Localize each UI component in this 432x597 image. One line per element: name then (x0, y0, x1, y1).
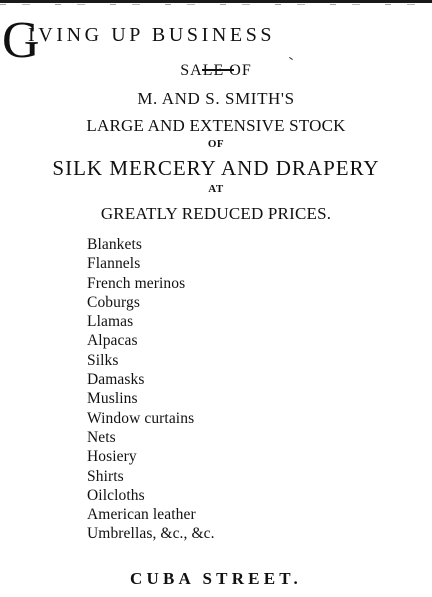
list-item: Flannels (87, 255, 141, 273)
at-line: AT (208, 183, 224, 195)
headline-drop-cap: G (2, 12, 40, 69)
firm-name: M. AND S. SMITH'S (137, 89, 295, 108)
list-item: Shirts (87, 467, 124, 485)
list-item: Nets (87, 428, 116, 446)
top-border-rule (0, 0, 432, 3)
trade-line: SILK MERCERY AND DRAPERY (52, 156, 380, 180)
list-item: Hosiery (87, 448, 137, 466)
headline (2, 12, 432, 69)
stock-line: LARGE AND EXTENSIVE STOCK (86, 116, 346, 135)
list-item: Umbrellas, &c., &c. (87, 525, 215, 543)
list-item: Silks (87, 351, 119, 369)
list-item: Alpacas (87, 332, 138, 350)
list-item: Window curtains (87, 409, 195, 427)
list-item: Oilcloths (87, 486, 145, 504)
location-line: CUBA STREET. (130, 569, 302, 588)
list-item: French merinos (87, 274, 186, 292)
list-item: American leather (87, 506, 196, 524)
list-item: Coburgs (87, 293, 140, 311)
of-line: OF (207, 138, 225, 150)
sale-of-line: SALE OF (180, 62, 252, 79)
headline-text: IVING UP BUSINESS (28, 24, 276, 46)
goods-list (87, 235, 215, 544)
list-item: Muslins (87, 390, 138, 408)
list-item: Llamas (87, 313, 134, 331)
prices-line: GREATLY REDUCED PRICES. (100, 204, 332, 223)
top-border-specks (0, 4, 432, 5)
list-item: Blankets (87, 236, 143, 253)
list-item: Damasks (87, 371, 145, 389)
